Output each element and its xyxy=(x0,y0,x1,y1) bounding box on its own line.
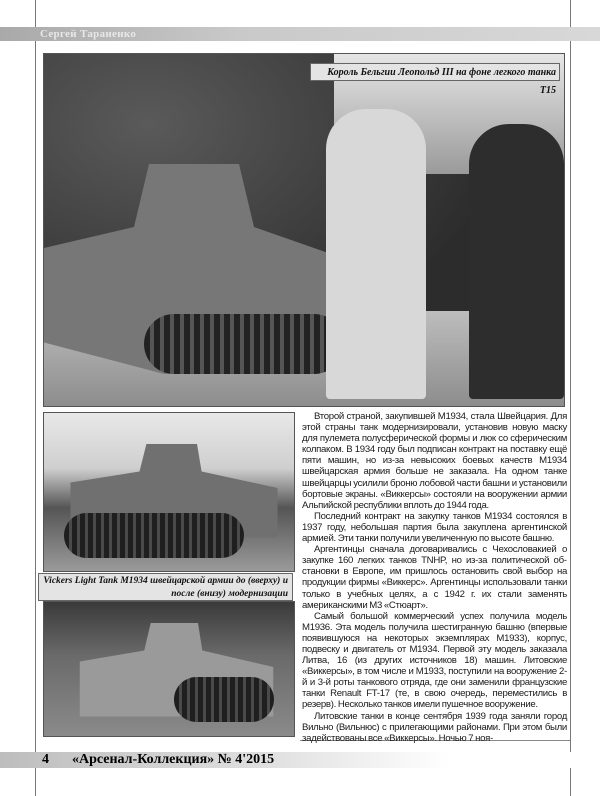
photo-king-leopold-t15 xyxy=(43,53,565,407)
paragraph: Литовские танки в конце сентября 1939 года заняли город Вильно (Вильнюс) с прилегающими районами. При этом были задействованы все «Виккерсы». Ночью 7 ноя- xyxy=(302,710,567,744)
header-band xyxy=(0,27,600,41)
officer-figure xyxy=(469,124,564,399)
page-margin-right xyxy=(570,0,571,796)
photo-caption-top: Король Бельгии Леопольд III на фоне легкого танка Т15 xyxy=(310,63,560,81)
footer-band xyxy=(0,752,600,768)
tank-track-image xyxy=(64,513,244,558)
king-figure xyxy=(326,109,426,399)
paragraph: Самый большой коммерческий успех получила модель М1936. Эта модель получила шестигранную башню (впервые появившуюся на некоторых экземплярах М1933), корпус, подвеску и двигатель от М1934. Первой эту модель заказала Литва, 16 (из других источников 18) машин. Литовские «Виккерсы», в том числе и М1933, поступили на вооружение 2-й и 3-й роты танкового отряда, где они заменили французские танки Renault FT-17 (те, в свою очередь, переместились в резерв). Несколько танков имели пушечное вооружение. xyxy=(302,610,567,711)
author-name: Сергей Тараненко xyxy=(40,28,137,40)
page-margin-left xyxy=(35,0,36,796)
journal-issue: «Арсенал-Коллекция» № 4'2015 xyxy=(72,752,275,767)
paragraph: Последний контракт на закупку танков М1934 состоялся в 1937 году, небольшая партия была закуплена аргентинской армией. Эти танки получили увеличенную по высоте башню. xyxy=(302,510,567,545)
tank-track-image xyxy=(174,677,274,722)
page-number: 4 xyxy=(42,752,49,767)
photo-caption-bottom: Vickers Light Tank M1934 швейцарской армии до (вверху) и после (внизу) модернизации xyxy=(38,573,293,601)
paragraph: Аргентинцы сначала договаривались с Чехословакией о закупке 160 легких танков TNHP, но из-за политической обстановки в Европе, им пришлось остановить свой выбор на продукции фирмы «Виккерс». Аргентинцы использовали танки только в учебных целях, а с 1942 г. их стали заменять американскими М3 «Стюарт». xyxy=(302,544,567,611)
article-text xyxy=(302,411,567,744)
paragraph: Второй страной, закупившей М1934, стала Швейцария. Для этой страны танк модернизировали, установив новую маску для пулемета полусферической формы и люк со сферическим колпаком. В 1934 году был подписан контракт на поставку ещё пяти машин, но из-за невысоких боевых качеств М1934 швейцарская армия больше не заказала. На одном танке швейцарцы усилили броню лобовой части башни и установили бортовые экраны. «Виккерсы» состояли на вооружении армии Альпийской республики вплоть до 1944 года. xyxy=(302,411,567,511)
tank-track-image xyxy=(144,314,344,374)
photo-m1934-before xyxy=(43,412,295,572)
photo-m1934-after xyxy=(43,601,295,737)
